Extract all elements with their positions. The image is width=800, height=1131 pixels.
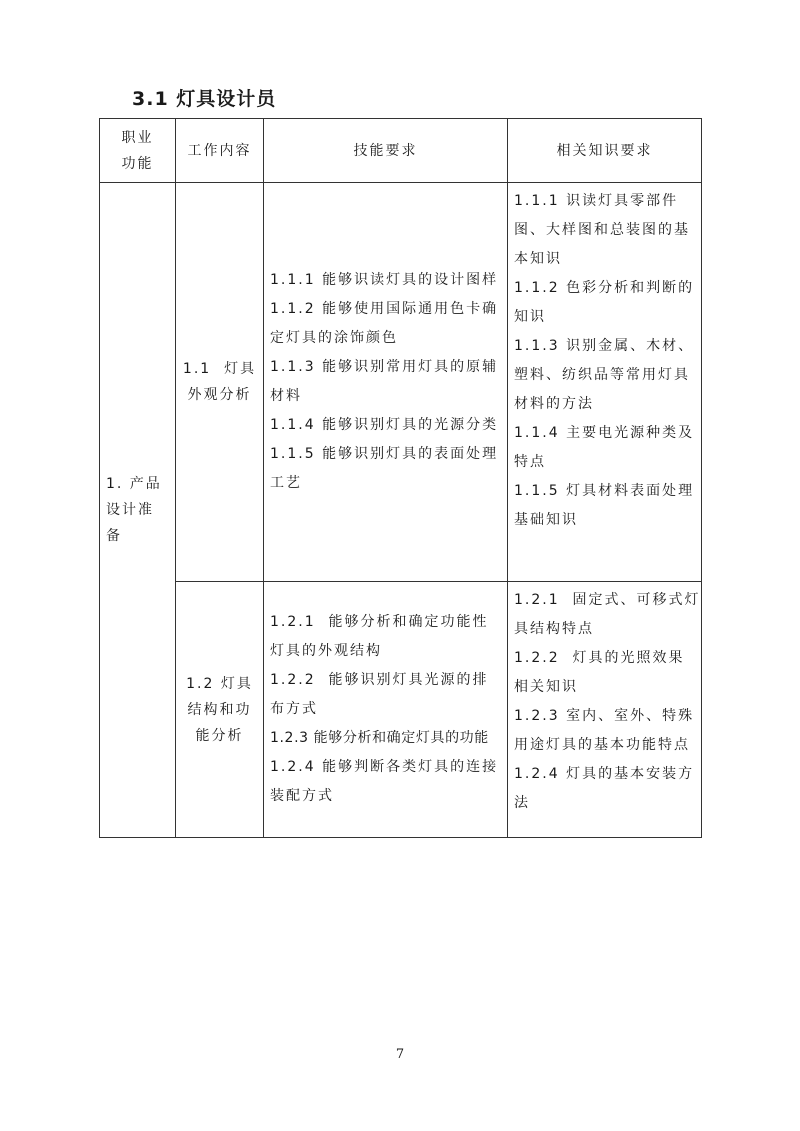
table-row	[100, 582, 702, 838]
table-row	[100, 183, 702, 582]
knowledge-line: 1.2.3 室内、室外、特殊	[514, 708, 695, 724]
occupation-standard-table	[99, 118, 702, 838]
skill-line: 布方式	[270, 701, 318, 717]
skill-cell	[264, 183, 508, 582]
knowledge-line: 1.1.2 色彩分析和判断的	[514, 280, 695, 296]
skill-line: 定灯具的涂饰颜色	[270, 330, 398, 346]
knowledge-line: 基础知识	[514, 512, 578, 528]
header-skill-requirements: 技能要求	[264, 119, 508, 183]
work-content-line: 1.1 灯具	[182, 361, 257, 377]
page-number: 7	[395, 1047, 405, 1062]
knowledge-line: 1.1.3 识别金属、木材、	[514, 338, 695, 354]
skill-cell	[264, 582, 508, 838]
knowledge-line: 1.1.4 主要电光源种类及	[514, 425, 695, 441]
knowledge-line: 1.1.5 灯具材料表面处理	[514, 483, 695, 499]
skill-line: 1.1.4 能够识别灯具的光源分类	[270, 417, 499, 433]
work-content-cell	[176, 582, 264, 838]
knowledge-line: 法	[514, 795, 530, 811]
skill-line: 1.1.1 能够识读灯具的设计图样	[270, 272, 499, 288]
work-content-line: 结构和功	[187, 701, 252, 718]
knowledge-cell	[508, 183, 702, 582]
skill-line: 1.2.3 能够分析和确定灯具的功能	[270, 730, 489, 746]
knowledge-line: 本知识	[514, 251, 562, 267]
knowledge-line: 具结构特点	[514, 621, 594, 637]
skill-line: 1.2.1 能够分析和确定功能性	[270, 614, 489, 630]
function-line: 备	[106, 528, 122, 544]
skill-line: 1.2.4 能够判断各类灯具的连接	[270, 759, 499, 775]
section-title: 3.1 灯具设计员	[132, 88, 277, 110]
knowledge-line: 1.2.1 固定式、可移式灯	[514, 592, 701, 608]
work-content-line: 能分析	[195, 727, 244, 744]
knowledge-cell	[508, 582, 702, 838]
knowledge-line: 材料的方法	[514, 396, 594, 412]
knowledge-line: 图、大样图和总装图的基	[514, 222, 690, 238]
skill-line: 装配方式	[270, 788, 334, 804]
knowledge-line: 1.1.1 识读灯具零部件	[514, 193, 679, 209]
table-header-row	[100, 119, 702, 183]
skill-line: 1.1.2 能够使用国际通用色卡确	[270, 301, 499, 317]
function-cell	[100, 183, 176, 838]
function-line: 1. 产品	[106, 476, 162, 492]
skill-line: 灯具的外观结构	[270, 643, 382, 659]
skill-line: 材料	[270, 388, 302, 404]
header-function-line1: 职业	[121, 129, 154, 146]
knowledge-line: 用途灯具的基本功能特点	[514, 737, 690, 753]
knowledge-line: 相关知识	[514, 679, 578, 695]
knowledge-line: 塑料、纺织品等常用灯具	[514, 367, 690, 383]
function-line: 设计准	[106, 502, 154, 518]
work-content-line: 外观分析	[187, 387, 252, 403]
skill-line: 1.2.2 能够识别灯具光源的排	[270, 672, 489, 688]
header-function-line2: 功能	[121, 155, 154, 172]
work-content-cell	[176, 183, 264, 582]
work-content-line: 1.2 灯具	[186, 675, 253, 692]
header-work-content: 工作内容	[176, 119, 264, 183]
skill-line: 1.1.3 能够识别常用灯具的原辅	[270, 359, 499, 375]
knowledge-line: 特点	[514, 454, 546, 470]
skill-line: 工艺	[270, 475, 302, 491]
skill-line: 1.1.5 能够识别灯具的表面处理	[270, 446, 499, 462]
header-function	[100, 119, 176, 183]
knowledge-line: 1.2.2 灯具的光照效果	[514, 650, 685, 666]
header-knowledge-requirements: 相关知识要求	[508, 119, 702, 183]
knowledge-line: 知识	[514, 309, 546, 325]
knowledge-line: 1.2.4 灯具的基本安装方	[514, 766, 695, 782]
